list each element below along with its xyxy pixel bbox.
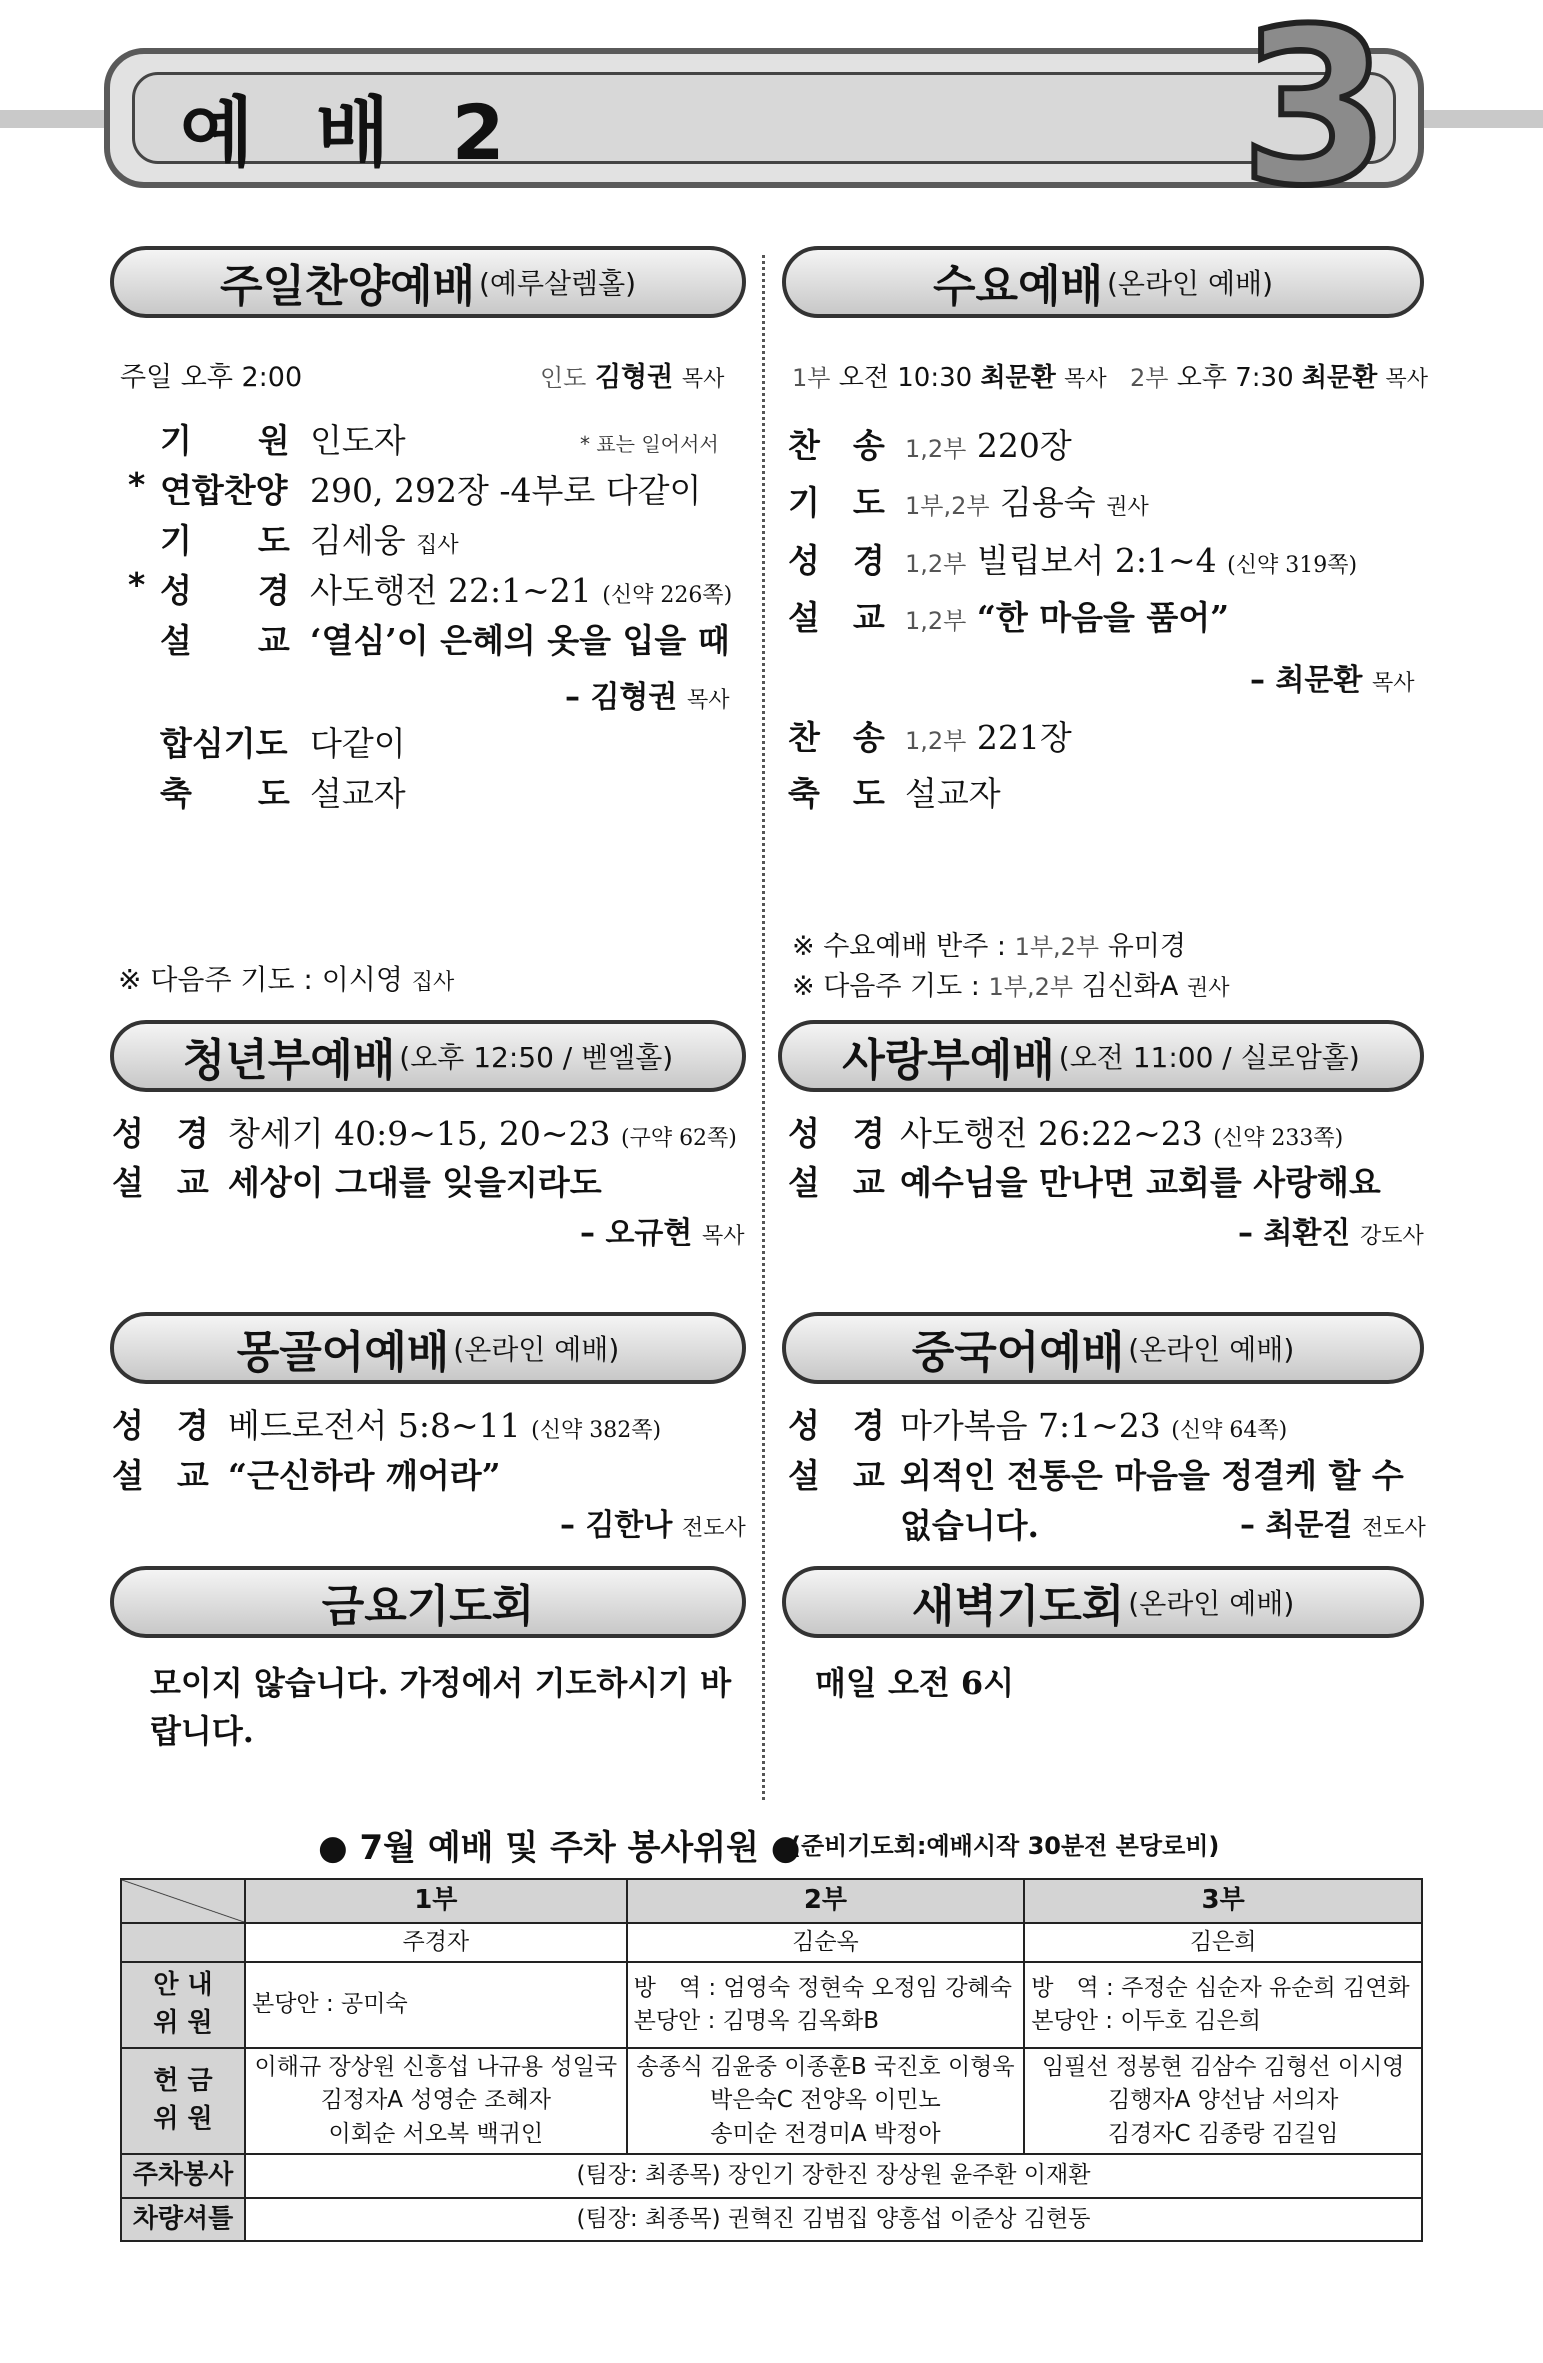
shuttle-row-header: 차량셔틀 — [121, 2198, 245, 2242]
usher-cell: 방 역 : 주정순 심순자 유순희 김연화 본당안 : 이두호 김은희 — [1024, 1962, 1422, 2048]
wednesday-section-header — [782, 246, 1424, 318]
page-title: 예 배 2 — [180, 88, 523, 177]
wednesday-item-value: 1부,2부 김용숙 권사 — [905, 483, 1149, 522]
offering-cell: 송종식 김윤중 이종훈B 국진호 이형욱 박은숙C 전양옥 이민노 송미순 전경미A 박정아 — [627, 2048, 1025, 2154]
leader-cell: 김순옥 — [627, 1923, 1025, 1962]
wednesday-item-label: 찬 송 — [788, 426, 885, 465]
youth-title: 청년부예배 — [182, 1035, 396, 1086]
dawn-section-header — [782, 1566, 1424, 1638]
youth-subtitle: (오후 12:50 / 벧엘홀) — [399, 1041, 674, 1074]
wednesday-item-value: 1,2부 221장 — [905, 718, 1072, 757]
sunday-item-value: 설교자 — [310, 774, 406, 813]
love-sermon-label: 설 교 — [788, 1163, 885, 1202]
dawn-subtitle: (온라인 예배) — [1128, 1587, 1295, 1620]
sunday-item-value: 290, 292장 -4부로 다같이 — [310, 471, 702, 510]
part-header: 3부 — [1024, 1879, 1422, 1923]
wednesday-subtitle: (온라인 예배) — [1107, 267, 1273, 300]
wednesday-time2: 2부 오후 7:30 최문환 목사 — [1130, 363, 1429, 393]
love-subtitle: (오전 11:00 / 실로암홀) — [1058, 1041, 1360, 1074]
love-scripture-label: 성 경 — [788, 1114, 885, 1153]
sunday-item-value: 김세웅 집사 — [310, 521, 459, 560]
table-row — [121, 2198, 1422, 2242]
friday-text-line1: 모이지 않습니다. 가정에서 기도하시기 바 — [150, 1664, 732, 1702]
usher-row-header: 안 내 위 원 — [121, 1962, 245, 2048]
youth-sermon-label: 설 교 — [112, 1163, 209, 1202]
chinese-sermon-label: 설 교 — [788, 1456, 885, 1495]
mongolian-section-header — [110, 1312, 746, 1384]
part-header: 1부 — [245, 1879, 627, 1923]
dawn-text: 매일 오전 6시 — [815, 1664, 1015, 1702]
corner-cell — [121, 1879, 245, 1923]
youth-scripture: 창세기 40:9~15, 20~23 (구약 62쪽) — [228, 1114, 737, 1153]
wednesday-sermon: 1,2부 “한 마음을 품어” — [905, 598, 1230, 637]
parking-row-header: 주차봉사 — [121, 2154, 245, 2198]
roster-note: (준비기도회:예배시작 30분전 본당로비) — [790, 1832, 1220, 1860]
chinese-sermon-line2: 없습니다. — [900, 1506, 1040, 1545]
usher-cell: 본당안 : 공미숙 — [245, 1962, 627, 2048]
sunday-item-label: 설 교 — [160, 621, 290, 660]
friday-section-header — [110, 1566, 746, 1638]
chinese-preacher: – 최문걸 전도사 — [1240, 1508, 1426, 1543]
page-number: 3 — [1240, 0, 1390, 233]
chinese-subtitle: (온라인 예배) — [1128, 1333, 1295, 1366]
wednesday-item-label: 기 도 — [788, 483, 885, 522]
usher-cell: 방 역 : 엄영숙 정현숙 오정임 강혜숙 본당안 : 김명옥 김옥화B — [627, 1962, 1025, 2048]
table-row — [121, 1962, 1422, 2048]
wednesday-item-label: 축 도 — [788, 774, 885, 813]
sunday-item-label: 기 도 — [160, 521, 290, 560]
mongolian-title: 몽골어예배 — [236, 1327, 450, 1378]
roster-table — [120, 1878, 1423, 2242]
youth-preacher: – 오규현 목사 — [580, 1216, 745, 1251]
row-header-empty — [121, 1923, 245, 1962]
love-section-header — [778, 1020, 1424, 1092]
youth-sermon: 세상이 그대를 잊을지라도 — [228, 1163, 602, 1202]
sunday-item-label: 성 경 — [160, 571, 290, 610]
love-title: 사랑부예배 — [842, 1035, 1055, 1086]
chinese-title: 중국어예배 — [911, 1327, 1125, 1378]
sunday-preacher: – 김형권 목사 — [565, 680, 730, 715]
wednesday-title: 수요예배 — [932, 261, 1103, 312]
mongolian-preacher: – 김한나 전도사 — [560, 1508, 746, 1543]
table-row — [121, 1923, 1422, 1962]
sunday-sermon-title: ‘열심’이 은혜의 옷을 입을 때 — [310, 621, 730, 660]
part-header: 2부 — [627, 1879, 1025, 1923]
sunday-item-value: 사도행전 22:1~21 (신약 226쪽) — [310, 571, 733, 610]
mongolian-scripture: 베드로전서 5:8~11 (신약 382쪽) — [228, 1406, 662, 1445]
youth-section-header — [110, 1020, 746, 1092]
column-divider — [762, 255, 765, 1800]
sunday-subtitle: (예루살렘홀) — [478, 267, 637, 300]
mongolian-scripture-label: 성 경 — [112, 1406, 209, 1445]
leader-cell: 김은희 — [1024, 1923, 1422, 1962]
leader-cell: 주경자 — [245, 1923, 627, 1962]
shuttle-cell: (팀장: 최종목) 권혁진 김범집 양흥섭 이준상 김현동 — [245, 2198, 1422, 2242]
wednesday-item-label: 설 교 — [788, 598, 885, 637]
love-scripture: 사도행전 26:22~23 (신약 233쪽) — [900, 1114, 1344, 1153]
wednesday-item-value: 1,2부 220장 — [905, 426, 1072, 465]
table-row — [121, 2048, 1422, 2154]
sunday-item-mark: * — [128, 565, 146, 604]
offering-cell: 임필선 정봉현 김삼수 김형선 이시영 김행자A 양선남 서의자 김경자C 김종랑 김길임 — [1024, 2048, 1422, 2154]
friday-text-line2: 랍니다. — [150, 1712, 254, 1750]
chinese-scripture-label: 성 경 — [788, 1406, 885, 1445]
offering-row-header: 헌 금 위 원 — [121, 2048, 245, 2154]
wednesday-item-label: 성 경 — [788, 541, 885, 580]
friday-title: 금요기도회 — [321, 1581, 535, 1632]
sunday-item-label: 축 도 — [160, 774, 290, 813]
chinese-scripture: 마가복음 7:1~23 (신약 64쪽) — [900, 1406, 1288, 1445]
sunday-star-note: * 표는 일어서서 — [580, 432, 719, 456]
parking-cell: (팀장: 최종목) 장인기 장한진 장상원 윤주환 이재환 — [245, 2154, 1422, 2198]
youth-scripture-label: 성 경 — [112, 1114, 209, 1153]
love-preacher: – 최환진 강도사 — [1238, 1216, 1424, 1251]
dawn-title: 새벽기도회 — [911, 1581, 1125, 1632]
mongolian-subtitle: (온라인 예배) — [453, 1333, 620, 1366]
wednesday-time1: 1부 오전 10:30 최문환 목사 — [792, 363, 1107, 393]
sunday-next-prayer: ※ 다음주 기도 : 이시영 집사 — [118, 963, 455, 996]
wednesday-preacher: – 최문환 목사 — [1250, 663, 1415, 698]
sunday-item-value: 다같이 — [310, 724, 406, 763]
mongolian-sermon: “근신하라 깨어라” — [228, 1456, 501, 1495]
sunday-leader: 인도 김형권 목사 — [540, 362, 725, 393]
sunday-title: 주일찬양예배 — [219, 261, 475, 312]
offering-cell: 이해규 장상원 신흥섭 나규용 성일국 김정자A 성영순 조혜자 이회순 서오복 백귀인 — [245, 2048, 627, 2154]
wednesday-next-prayer: ※ 다음주 기도 : 1부,2부 김신화A 권사 — [792, 971, 1230, 1002]
sunday-item-mark: * — [128, 465, 146, 504]
love-sermon: 예수님을 만나면 교회를 사랑해요 — [900, 1163, 1381, 1202]
wednesday-item-label: 찬 송 — [788, 718, 885, 757]
sunday-time: 주일 오후 2:00 — [120, 362, 303, 393]
sunday-item-label: 합심기도 — [160, 724, 288, 763]
sunday-item-label: 기 원 — [160, 421, 290, 460]
chinese-section-header — [782, 1312, 1424, 1384]
wednesday-accompanist: ※ 수요예배 반주 : 1부,2부 유미경 — [792, 931, 1186, 962]
roster-title: ● 7월 예배 및 주차 봉사위원 ● — [318, 1828, 801, 1868]
mongolian-sermon-label: 설 교 — [112, 1456, 209, 1495]
wednesday-item-value: 1,2부 빌립보서 2:1~4 (신약 319쪽) — [905, 541, 1358, 580]
sunday-item-value: 인도자 — [310, 421, 406, 460]
sunday-section-header — [110, 246, 746, 318]
table-row — [121, 1879, 1422, 1923]
wednesday-item-value: 설교자 — [905, 774, 1001, 813]
chinese-sermon-line1: 외적인 전통은 마음을 정결케 할 수 — [900, 1456, 1404, 1495]
table-row — [121, 2154, 1422, 2198]
sunday-item-label: 연합찬양 — [160, 471, 288, 510]
